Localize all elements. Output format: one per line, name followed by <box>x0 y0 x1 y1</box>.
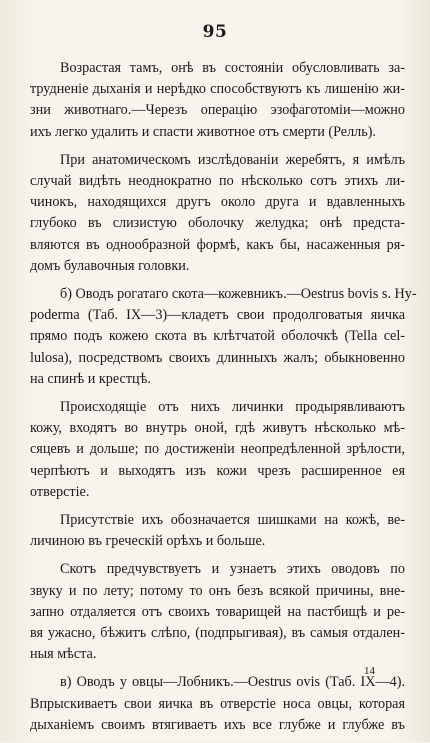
text-line: Присутствiе ихъ обозначается шишками на кожѣ, ве- <box>60 512 405 529</box>
paragraph <box>30 284 417 390</box>
text-line: ныя мѣста. <box>30 646 97 663</box>
paragraph <box>30 397 405 503</box>
text-line: запно отдаляется отъ своихъ товарищей на пастбищѣ и ре- <box>30 603 405 620</box>
paragraph <box>30 510 405 552</box>
text-line: Происходящiе отъ нихъ личинки продырявливаютъ <box>60 399 405 416</box>
text-line: вя ужасно, бѣжитъ слѣпо, (подпрыгивая), въ самыя отдален- <box>30 625 405 642</box>
text-line: Возрастая тамъ, онѣ въ состоянiи обусловливать за- <box>60 60 405 76</box>
text-line: вляются въ однообразной формѣ, какъ бы, насаженныя ря- <box>30 236 405 253</box>
body-text <box>30 58 417 743</box>
text-line: черпѣютъ и выходятъ изъ кожи чрезъ расширенное ея <box>30 462 405 479</box>
text-line: lulosa), посредствомъ своихъ длинныхъ жалъ; обыкновенно <box>30 349 405 366</box>
paragraph <box>30 672 405 736</box>
text-line: на спинѣ и крестцѣ. <box>30 370 151 387</box>
text-line: poderma (Таб. IX—3)—кладетъ свои продолговатыя яичка <box>30 307 405 324</box>
text-line: При анатомическомъ изслѣдованiи жеребятъ, я имѣлъ <box>60 151 405 168</box>
text-line: отверстiе. <box>30 483 90 500</box>
text-line: звуку и по лету; потому то онъ безъ всякой причины, вне- <box>30 582 405 599</box>
text-line: дыханiемъ своимъ втягиваетъ ихъ все глубже и глубже въ <box>30 716 405 733</box>
text-line: Впрыскиваетъ свои яичка въ отверстiе носа овцы, которая <box>30 695 405 712</box>
text-line: домъ булавочныя головки. <box>30 257 190 274</box>
text-line: чинокъ, находящихся другъ около друга и вдавленныхъ <box>30 194 405 211</box>
text-line: б) Оводъ рогатаго скота—кожевникъ.—Oestrus bovis s. Hy- <box>60 286 417 303</box>
signature-mark: 14 <box>364 665 375 677</box>
text-line: личиною въ греческiй орѣхъ и больше. <box>30 533 266 550</box>
text-line: в) Оводъ у овцы—Лобникъ.—Oestrus ovis (Таб. IX—4). <box>60 674 405 691</box>
text-line: кожу, входятъ во внутрь оной, гдѣ живутъ нѣсколько мѣ- <box>30 420 405 437</box>
text-line: ихъ легко удалить и спасти животное отъ смерти (Релль). <box>30 123 376 140</box>
text-line: сяцевъ и дольше; по достиженiи неопредѣленной зрѣлости, <box>30 441 405 458</box>
text-line: Скотъ предчувствуетъ и узнаетъ этихъ оводовъ по <box>60 561 405 578</box>
paragraph <box>30 58 405 143</box>
page-number: 95 <box>202 22 228 42</box>
paragraph <box>30 559 405 665</box>
text-line: случай видѣть неоднократно по нѣсколько сотъ этихъ ли- <box>30 173 405 190</box>
paragraph <box>30 150 405 277</box>
text-line: глубоко въ слизистую оболочку желудка; онѣ предста- <box>30 215 405 232</box>
text-line: прямо подъ кожею скота въ клѣтчатой оболочкѣ (Tella cel- <box>30 328 405 345</box>
text-line: зни животнаго.—Черезъ операцiю эзофаготомiи—можно <box>30 102 405 119</box>
text-line: трудненiе дыханiя и нерѣдко способствуютъ къ лишенiю жи- <box>30 81 405 98</box>
